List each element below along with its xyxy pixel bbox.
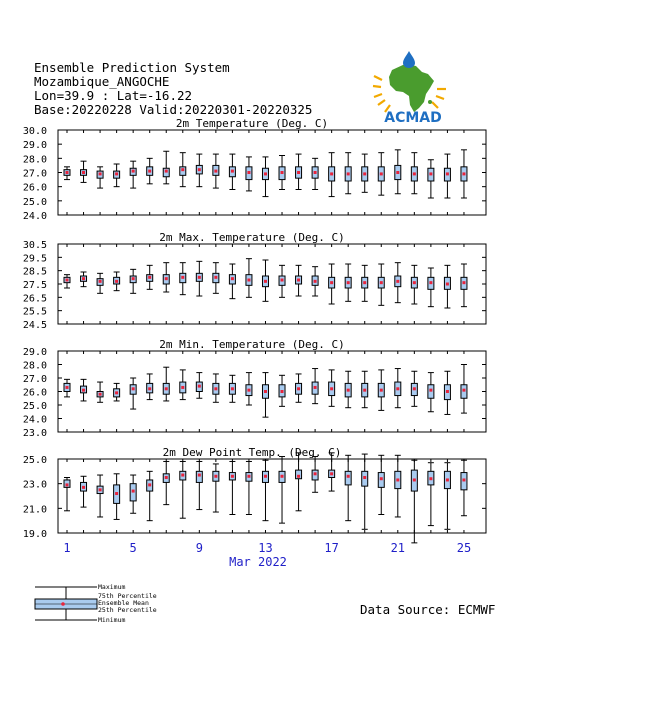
mean-marker bbox=[330, 472, 333, 475]
plot-frame bbox=[58, 244, 486, 324]
box-day-20 bbox=[378, 264, 384, 305]
y-tick-label: 30.0 bbox=[22, 126, 47, 137]
box-day-10 bbox=[213, 154, 219, 188]
mean-marker bbox=[429, 281, 432, 284]
y-tick-label: 28.0 bbox=[22, 360, 47, 372]
box-day-9 bbox=[196, 461, 202, 509]
mean-marker bbox=[314, 171, 317, 174]
mean-marker bbox=[264, 475, 267, 478]
y-tick-label: 21.0 bbox=[22, 504, 47, 516]
box-day-2 bbox=[81, 161, 87, 182]
y-tick-label: 23.0 bbox=[22, 428, 47, 439]
box-day-12 bbox=[246, 373, 252, 405]
box-day-16 bbox=[312, 158, 318, 189]
box-day-15 bbox=[296, 374, 302, 402]
x-axis-label: Mar 2022 bbox=[229, 555, 287, 569]
box-day-4 bbox=[114, 383, 120, 401]
box-day-16 bbox=[312, 369, 318, 404]
box-day-10 bbox=[213, 374, 219, 402]
box-day-4 bbox=[114, 272, 120, 291]
box-day-22 bbox=[411, 371, 417, 406]
y-tick-label: 25.0 bbox=[22, 401, 47, 412]
box-day-22 bbox=[411, 265, 417, 304]
mean-marker bbox=[297, 387, 300, 390]
panel-3 bbox=[23, 338, 486, 439]
box-day-18 bbox=[345, 371, 351, 407]
box-day-23 bbox=[428, 160, 434, 198]
legend-p25: 25th Percentile bbox=[98, 606, 157, 614]
box-day-24 bbox=[444, 463, 450, 530]
box-day-10 bbox=[213, 263, 219, 294]
box-day-8 bbox=[180, 370, 186, 400]
header-location: Mozambique_ANGOCHE bbox=[34, 74, 170, 89]
box-day-21 bbox=[395, 455, 401, 517]
mean-marker bbox=[462, 478, 465, 481]
mean-marker bbox=[115, 391, 118, 394]
box-day-3 bbox=[97, 475, 103, 517]
legend-symbol bbox=[33, 584, 103, 626]
box-day-1 bbox=[64, 379, 70, 397]
box-day-24 bbox=[444, 154, 450, 198]
mean-marker bbox=[181, 474, 184, 477]
mean-marker bbox=[66, 171, 69, 174]
box-day-13 bbox=[262, 460, 268, 520]
y-tick-label: 19.0 bbox=[22, 529, 47, 540]
iqr-box bbox=[196, 471, 202, 482]
mean-marker bbox=[198, 385, 201, 388]
mean-marker bbox=[363, 172, 366, 175]
mean-marker bbox=[82, 389, 85, 392]
box-day-11 bbox=[229, 154, 235, 189]
x-tick-label: 9 bbox=[195, 541, 203, 555]
data-source: Data Source: ECMWF bbox=[360, 602, 496, 617]
mean-marker bbox=[165, 387, 168, 390]
y-tick-label: 27.0 bbox=[22, 168, 47, 180]
box-day-18 bbox=[345, 153, 351, 194]
iqr-box bbox=[345, 471, 351, 485]
mean-marker bbox=[380, 389, 383, 392]
mean-marker bbox=[281, 171, 284, 174]
box-day-25 bbox=[461, 365, 467, 414]
panel-1 bbox=[23, 117, 486, 222]
mean-marker bbox=[429, 389, 432, 392]
mean-marker bbox=[413, 387, 416, 390]
mean-marker bbox=[247, 389, 250, 392]
box-day-7 bbox=[163, 461, 169, 504]
mean-marker bbox=[181, 168, 184, 171]
box-day-2 bbox=[81, 379, 87, 401]
box-day-8 bbox=[180, 461, 186, 518]
box-day-5 bbox=[130, 475, 136, 513]
y-tick-label: 26.0 bbox=[22, 387, 47, 399]
mean-marker bbox=[446, 172, 449, 175]
box-day-12 bbox=[246, 157, 252, 191]
mean-marker bbox=[132, 277, 135, 280]
box-day-10 bbox=[213, 464, 219, 512]
panel-2 bbox=[23, 231, 486, 331]
mean-marker bbox=[281, 475, 284, 478]
box-day-16 bbox=[312, 457, 318, 493]
mean-marker bbox=[115, 280, 118, 283]
box-day-9 bbox=[196, 261, 202, 296]
mean-marker bbox=[132, 170, 135, 173]
box-day-7 bbox=[163, 367, 169, 401]
y-tick-label: 24.0 bbox=[22, 211, 47, 222]
mean-marker bbox=[281, 390, 284, 393]
y-tick-label: 26.5 bbox=[22, 293, 47, 305]
panel-title: 2m Dew Point Temp. (Deg. C) bbox=[162, 446, 342, 459]
box-day-6 bbox=[147, 265, 153, 289]
y-tick-label: 24.0 bbox=[22, 414, 47, 426]
y-tick-label: 26.0 bbox=[22, 182, 47, 194]
box-day-12 bbox=[246, 461, 252, 514]
mean-marker bbox=[429, 172, 432, 175]
mean-marker bbox=[115, 492, 118, 495]
mean-marker bbox=[281, 279, 284, 282]
x-tick-label: 5 bbox=[129, 541, 137, 555]
mean-marker bbox=[82, 171, 85, 174]
box-day-15 bbox=[296, 265, 302, 296]
box-day-6 bbox=[147, 374, 153, 400]
box-day-20 bbox=[378, 370, 384, 411]
box-day-19 bbox=[362, 454, 368, 529]
box-day-14 bbox=[279, 457, 285, 524]
box-day-11 bbox=[229, 264, 235, 299]
y-tick-label: 27.0 bbox=[22, 374, 47, 385]
mean-marker bbox=[148, 170, 151, 173]
box-day-6 bbox=[147, 158, 153, 184]
mean-marker bbox=[99, 172, 102, 175]
box-day-18 bbox=[345, 264, 351, 301]
box-day-19 bbox=[362, 371, 368, 407]
y-tick-label: 30.5 bbox=[22, 240, 47, 251]
mean-marker bbox=[165, 476, 168, 479]
plot-frame bbox=[58, 459, 486, 533]
y-tick-label: 25.0 bbox=[22, 455, 47, 466]
box-day-3 bbox=[97, 273, 103, 293]
box-day-3 bbox=[97, 167, 103, 188]
y-tick-label: 27.5 bbox=[22, 280, 47, 291]
box-day-5 bbox=[130, 161, 136, 188]
box-day-22 bbox=[411, 460, 417, 543]
panel-title: 2m Temperature (Deg. C) bbox=[175, 117, 329, 130]
y-tick-label: 29.0 bbox=[22, 140, 47, 152]
box-day-4 bbox=[114, 164, 120, 187]
mean-marker bbox=[214, 170, 217, 173]
mean-marker bbox=[165, 170, 168, 173]
mean-marker bbox=[132, 490, 135, 493]
mean-marker bbox=[99, 393, 102, 396]
box-day-25 bbox=[461, 264, 467, 307]
box-day-2 bbox=[81, 272, 87, 287]
box-day-23 bbox=[428, 373, 434, 412]
box-day-6 bbox=[147, 471, 153, 520]
mean-marker bbox=[314, 472, 317, 475]
mean-marker bbox=[396, 171, 399, 174]
panel-title: 2m Max. Temperature (Deg. C) bbox=[159, 231, 345, 244]
box-day-4 bbox=[114, 474, 120, 520]
mean-marker bbox=[363, 389, 366, 392]
mean-marker bbox=[264, 390, 267, 393]
box-day-9 bbox=[196, 373, 202, 399]
mean-marker bbox=[314, 280, 317, 283]
mean-marker bbox=[66, 279, 69, 282]
mean-marker bbox=[446, 390, 449, 393]
mean-marker bbox=[82, 486, 85, 489]
mean-marker bbox=[347, 389, 350, 392]
mean-marker bbox=[165, 277, 168, 280]
box-day-15 bbox=[296, 154, 302, 189]
box-day-23 bbox=[428, 463, 434, 526]
box-day-7 bbox=[163, 263, 169, 292]
mean-marker bbox=[66, 483, 69, 486]
box-day-18 bbox=[345, 455, 351, 520]
box-day-13 bbox=[262, 373, 268, 418]
logo-text: ACMAD bbox=[384, 110, 442, 126]
mean-marker bbox=[347, 172, 350, 175]
box-day-25 bbox=[461, 150, 467, 198]
box-day-21 bbox=[395, 369, 401, 408]
y-tick-label: 29.0 bbox=[22, 347, 47, 358]
mean-marker bbox=[462, 281, 465, 284]
box-day-9 bbox=[196, 154, 202, 187]
mean-marker bbox=[247, 279, 250, 282]
box-day-17 bbox=[329, 264, 335, 304]
x-tick-label: 1 bbox=[63, 541, 71, 555]
box-day-22 bbox=[411, 153, 417, 194]
mean-marker bbox=[214, 387, 217, 390]
mean-marker bbox=[214, 276, 217, 279]
mean-marker bbox=[314, 386, 317, 389]
legend-mean: Ensemble Mean bbox=[98, 599, 149, 607]
mean-marker bbox=[264, 280, 267, 283]
box-day-8 bbox=[180, 263, 186, 295]
box-day-1 bbox=[64, 478, 70, 511]
mean-marker bbox=[148, 387, 151, 390]
y-tick-label: 29.5 bbox=[22, 253, 47, 265]
box-day-16 bbox=[312, 267, 318, 296]
mean-marker bbox=[231, 170, 234, 173]
mean-marker bbox=[363, 281, 366, 284]
panel-4 bbox=[23, 446, 486, 569]
mean-marker bbox=[247, 475, 250, 478]
mean-marker bbox=[380, 477, 383, 480]
mean-marker bbox=[396, 387, 399, 390]
mean-marker bbox=[347, 281, 350, 284]
box-day-11 bbox=[229, 375, 235, 402]
mean-marker bbox=[148, 276, 151, 279]
panel-title: 2m Min. Temperature (Deg. C) bbox=[159, 338, 345, 351]
mean-marker bbox=[99, 280, 102, 283]
mean-marker bbox=[231, 277, 234, 280]
box-day-19 bbox=[362, 265, 368, 301]
box-day-23 bbox=[428, 268, 434, 307]
plot-frame bbox=[58, 351, 486, 432]
box-day-20 bbox=[378, 455, 384, 514]
mean-marker bbox=[330, 387, 333, 390]
mean-marker bbox=[462, 389, 465, 392]
box-day-25 bbox=[461, 460, 467, 516]
box-day-15 bbox=[296, 453, 302, 511]
box-day-24 bbox=[444, 371, 450, 414]
mean-marker bbox=[297, 171, 300, 174]
y-tick-label: 24.5 bbox=[22, 320, 47, 331]
box-day-14 bbox=[279, 156, 285, 190]
mean-marker bbox=[330, 281, 333, 284]
mean-marker bbox=[198, 168, 201, 171]
y-tick-label: 25.5 bbox=[22, 306, 47, 318]
mean-marker bbox=[181, 276, 184, 279]
mean-marker bbox=[132, 387, 135, 390]
y-tick-label: 28.0 bbox=[22, 154, 47, 166]
legend-maximum: Maximum bbox=[98, 583, 126, 591]
mean-marker bbox=[396, 280, 399, 283]
mean-marker bbox=[99, 488, 102, 491]
plot-frame bbox=[58, 130, 486, 215]
box-day-5 bbox=[130, 378, 136, 409]
box-day-19 bbox=[362, 154, 368, 192]
box-day-14 bbox=[279, 265, 285, 297]
box-day-13 bbox=[262, 157, 268, 197]
mean-marker bbox=[264, 172, 267, 175]
mean-marker bbox=[413, 478, 416, 481]
x-tick-label: 25 bbox=[456, 541, 472, 555]
header-dates: Base:20220228 Valid:20220301-20220325 bbox=[34, 102, 313, 117]
box-day-14 bbox=[279, 375, 285, 406]
mean-marker bbox=[446, 283, 449, 286]
mean-marker bbox=[413, 172, 416, 175]
box-day-20 bbox=[378, 153, 384, 196]
mean-marker bbox=[247, 171, 250, 174]
mean-marker bbox=[297, 475, 300, 478]
mean-marker bbox=[347, 475, 350, 478]
mean-marker bbox=[198, 474, 201, 477]
box-day-17 bbox=[329, 370, 335, 406]
mean-marker bbox=[198, 276, 201, 279]
box-day-21 bbox=[395, 263, 401, 303]
mean-marker bbox=[115, 172, 118, 175]
mean-marker bbox=[380, 281, 383, 284]
legend-minimum: Minimum bbox=[98, 616, 126, 624]
y-tick-label: 25.0 bbox=[22, 196, 47, 208]
box-day-1 bbox=[64, 167, 70, 180]
mean-marker bbox=[66, 386, 69, 389]
mean-marker bbox=[181, 386, 184, 389]
box-day-12 bbox=[246, 259, 252, 298]
y-tick-label: 28.5 bbox=[22, 266, 47, 278]
header-coordinates: Lon=39.9 : Lat=-16.22 bbox=[34, 88, 193, 103]
mean-marker bbox=[413, 281, 416, 284]
mean-marker bbox=[214, 475, 217, 478]
mean-marker bbox=[429, 477, 432, 480]
mean-marker bbox=[363, 476, 366, 479]
box-day-5 bbox=[130, 269, 136, 293]
box-day-1 bbox=[64, 275, 70, 288]
mean-marker bbox=[148, 483, 151, 486]
mean-marker bbox=[297, 279, 300, 282]
mean-marker bbox=[446, 478, 449, 481]
x-tick-label: 13 bbox=[258, 541, 273, 555]
x-tick-label: 17 bbox=[324, 541, 339, 555]
mean-marker bbox=[396, 478, 399, 481]
x-tick-label: 21 bbox=[390, 541, 406, 555]
header-system: Ensemble Prediction System bbox=[34, 60, 230, 75]
legend-p75: 75th Percentile bbox=[98, 592, 157, 600]
mean-marker bbox=[231, 475, 234, 478]
box-day-13 bbox=[262, 260, 268, 301]
box-day-7 bbox=[163, 151, 169, 184]
mean-marker bbox=[82, 277, 85, 280]
box-day-17 bbox=[329, 153, 335, 197]
mean-marker bbox=[231, 387, 234, 390]
y-tick-label: 23.0 bbox=[22, 479, 47, 491]
box-day-24 bbox=[444, 265, 450, 308]
box-day-21 bbox=[395, 150, 401, 194]
mean-marker bbox=[462, 172, 465, 175]
box-day-11 bbox=[229, 461, 235, 514]
box-day-8 bbox=[180, 153, 186, 187]
mean-marker bbox=[380, 172, 383, 175]
box-day-2 bbox=[81, 476, 87, 507]
mean-marker bbox=[330, 172, 333, 175]
box-day-3 bbox=[97, 382, 103, 402]
